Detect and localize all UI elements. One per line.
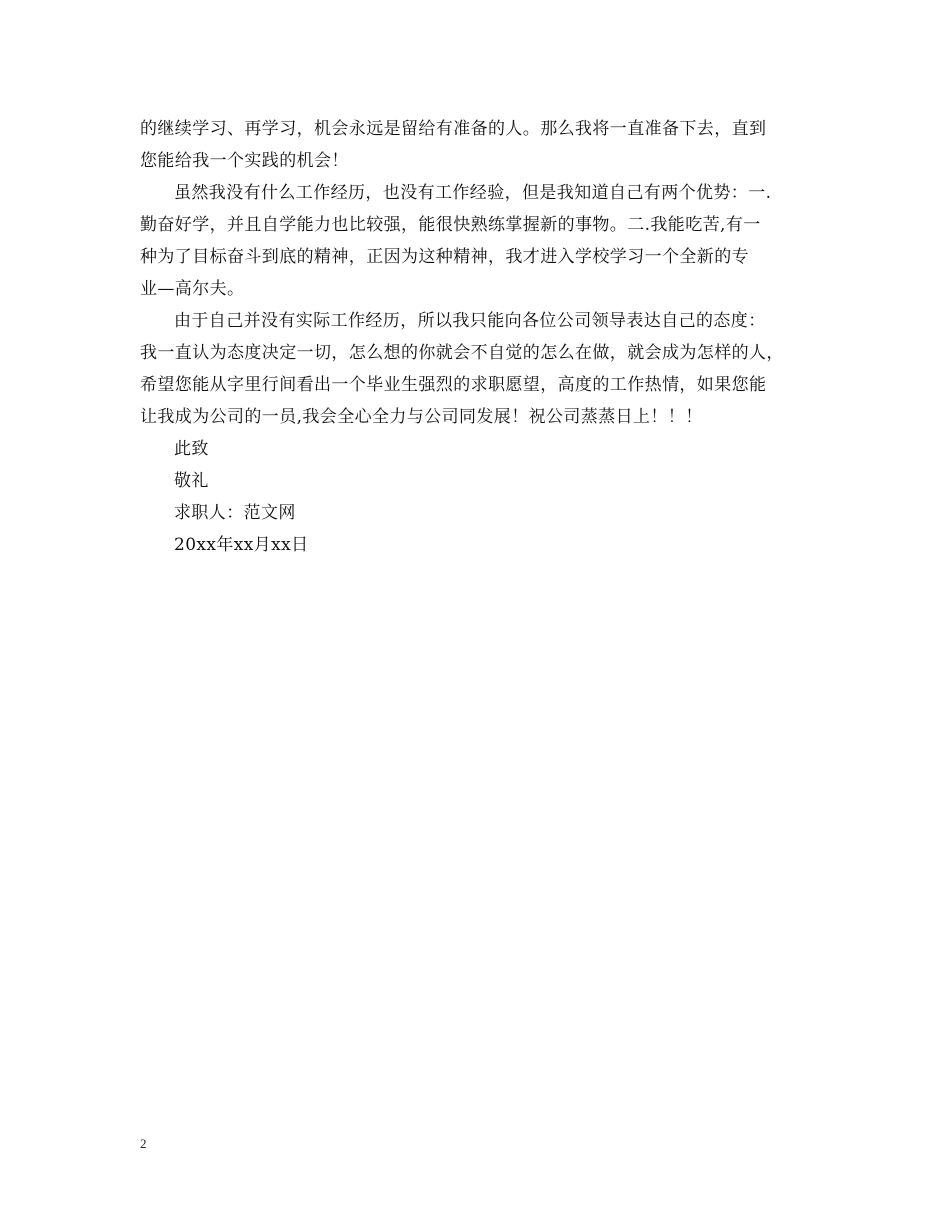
applicant-signature: 求职人：范文网 [174, 503, 296, 523]
letter-body [140, 113, 812, 561]
page-number: 2 [140, 1136, 147, 1151]
paragraph-start-line: 虽然我没有什么工作经历，也没有工作经验，但是我知道自己有两个优势：一. [174, 183, 772, 203]
text-line: 让我成为公司的一员,我会全心全力与公司同发展！祝公司蒸蒸日上！！！ [140, 407, 703, 427]
paragraph-start-line: 由于自己并没有实际工作经历，所以我只能向各位公司领导表达自己的态度： [174, 311, 766, 331]
text-line: 种为了目标奋斗到底的精神，正因为这种精神，我才进入学校学习一个全新的专 [140, 247, 749, 267]
text-line: 勤奋好学，并且自学能力也比较强，能很快熟练掌握新的事物。二.我能吃苦,有一 [140, 215, 761, 235]
letter-date: 20xx年xx月xx日 [174, 535, 309, 555]
text-line: 业—高尔夫。 [140, 279, 245, 299]
closing-greeting: 此致 [174, 439, 209, 459]
closing-salute: 敬礼 [174, 471, 209, 491]
text-line: 您能给我一个实践的机会！ [140, 151, 349, 171]
text-line: 我一直认为态度决定一切，怎么想的你就会不自觉的怎么在做，就会成为怎样的人， [140, 343, 784, 363]
text-line: 希望您能从字里行间看出一个毕业生强烈的求职愿望，高度的工作热情，如果您能 [140, 375, 767, 395]
text-line: 的继续学习、再学习，机会永远是留给有准备的人。那么我将一直准备下去，直到 [140, 119, 767, 139]
